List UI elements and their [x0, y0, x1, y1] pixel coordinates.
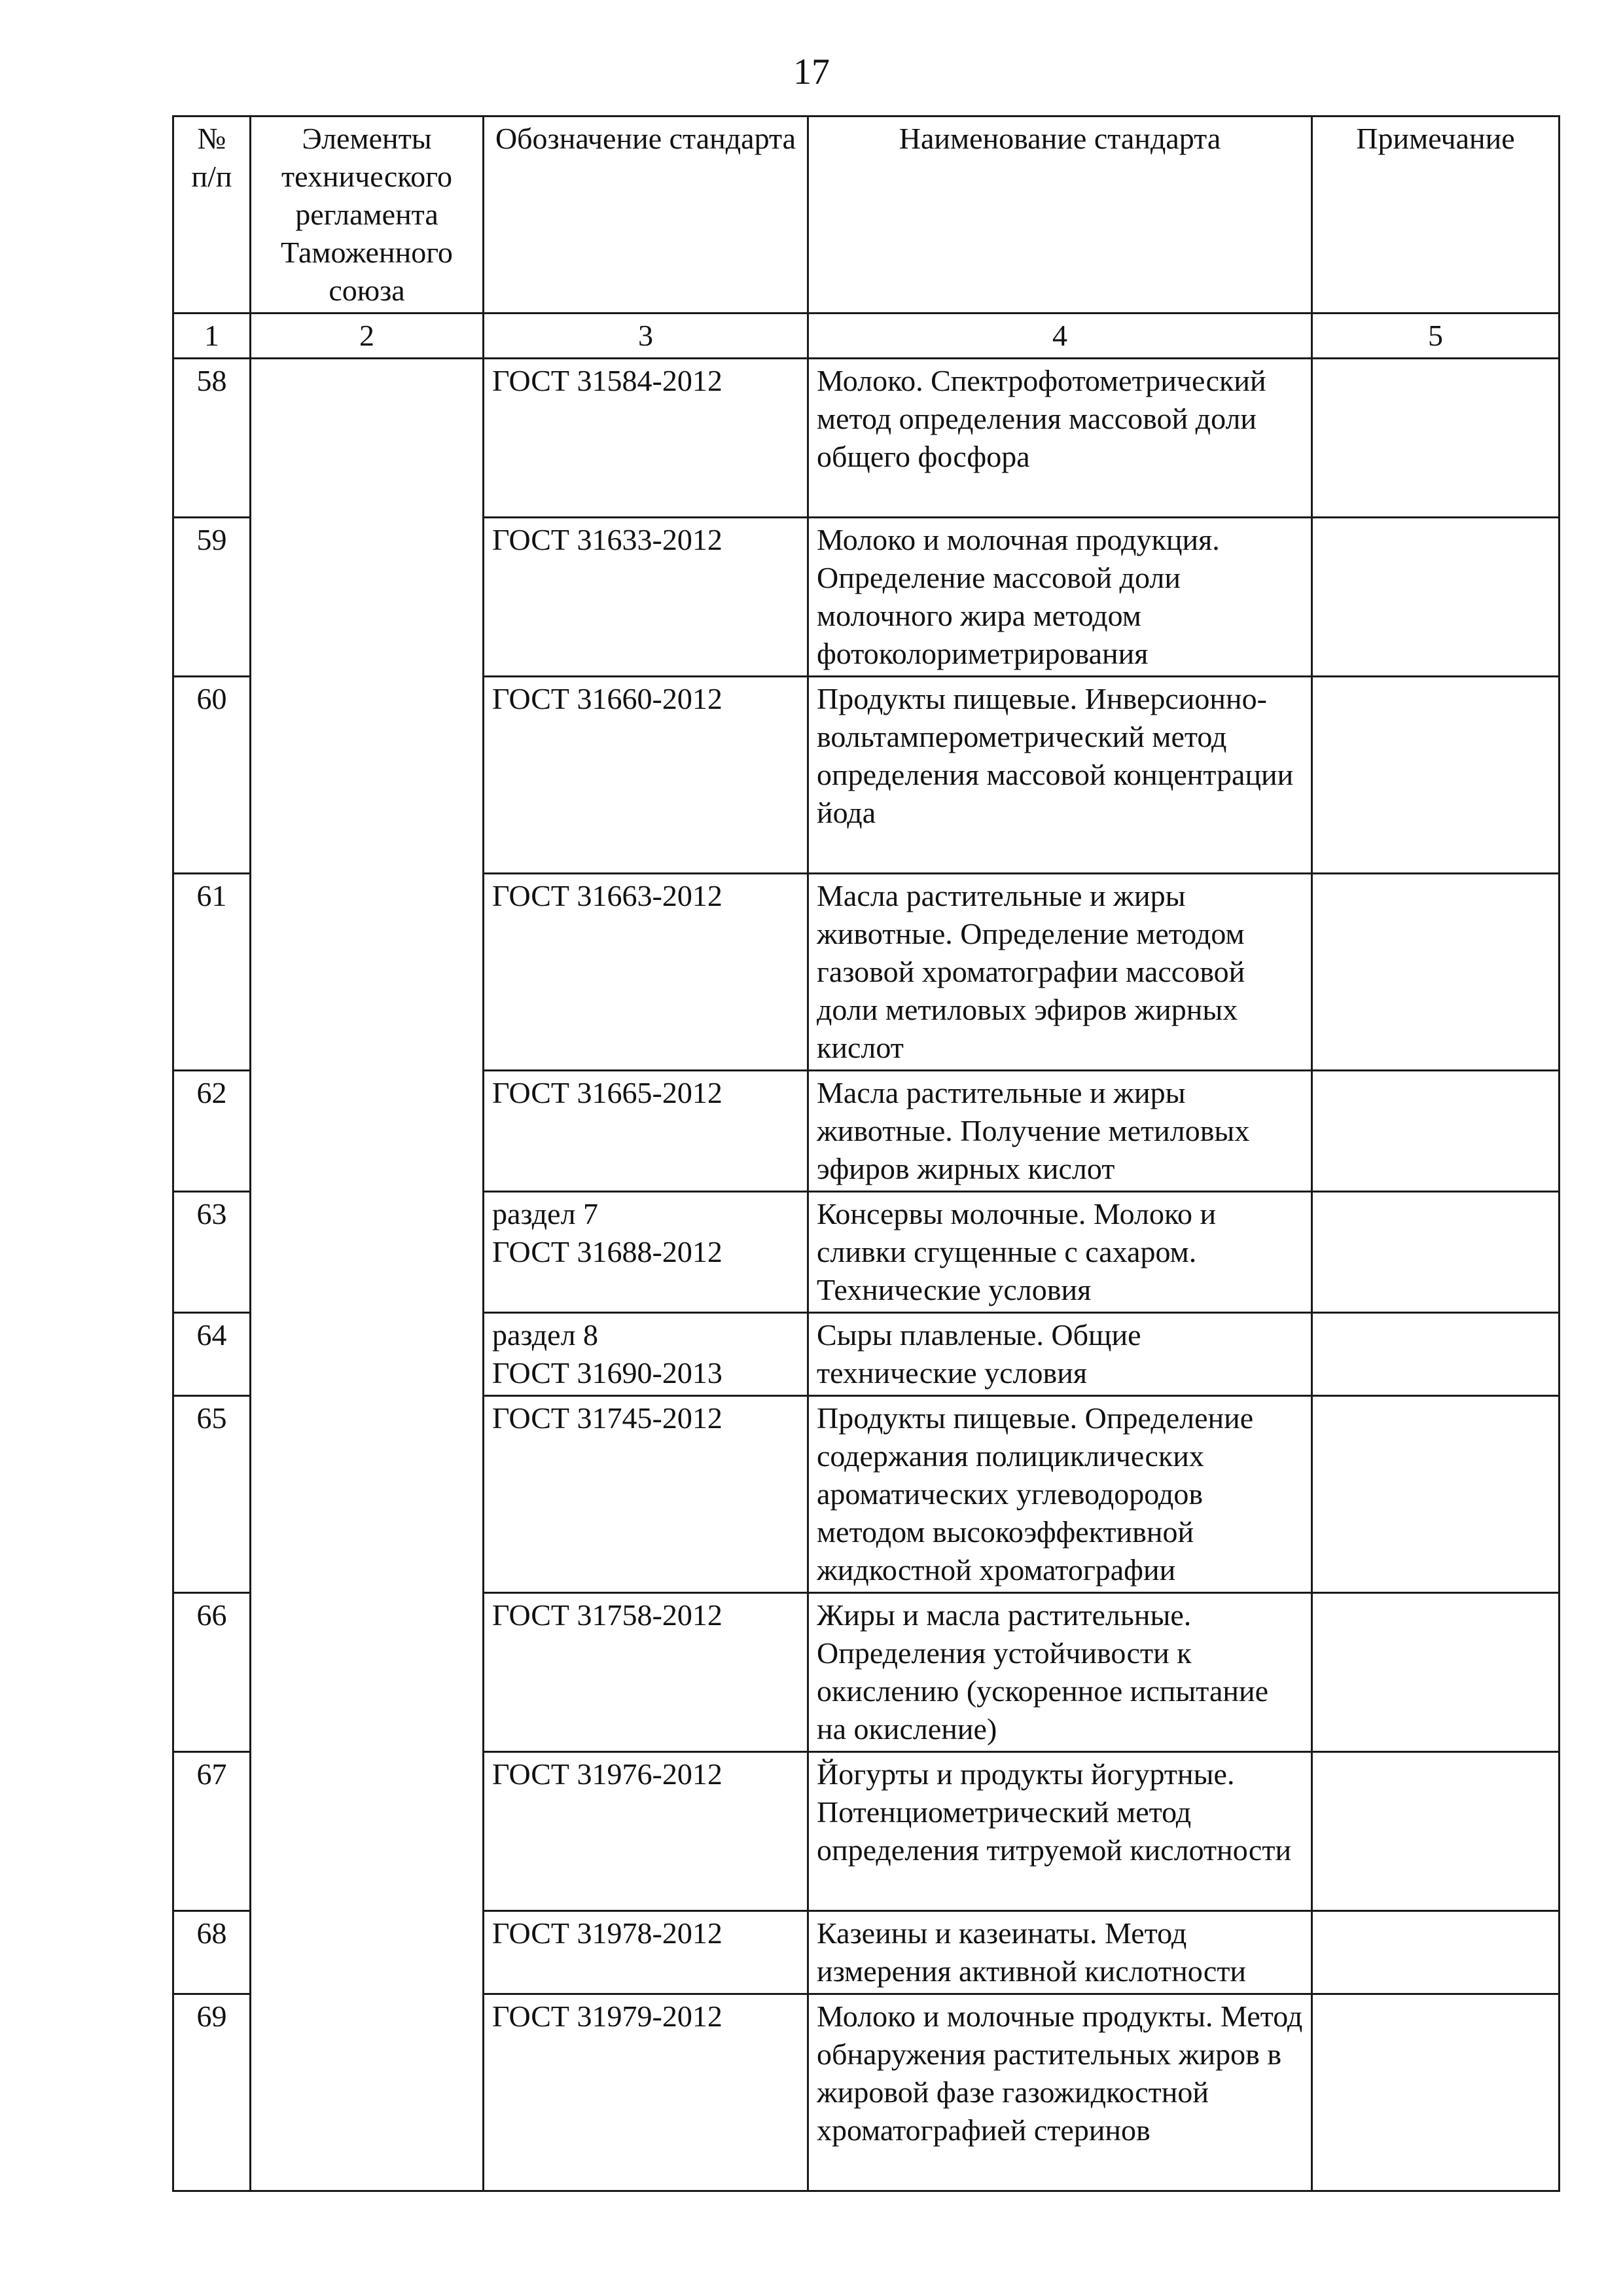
row-number: 64	[173, 1313, 251, 1396]
table-row	[173, 359, 1560, 518]
standards-table	[172, 115, 1560, 2192]
standard-name: Молоко и молочные продукты. Метод обнаружения растительных жиров в жировой фазе газожидкостной хроматографией стеринов	[808, 1994, 1312, 2191]
note-cell	[1312, 1593, 1560, 1752]
column-number: 4	[808, 314, 1312, 359]
row-number: 62	[173, 1071, 251, 1192]
header-standard-designation: Обозначение стандарта	[484, 117, 808, 314]
note-cell	[1312, 1911, 1560, 1994]
standard-name: Продукты пищевые. Определение содержания полициклических ароматических углеводородов методом высокоэффективной жидкостной хроматографии	[808, 1396, 1312, 1593]
standard-name: Йогурты и продукты йогуртные. Потенциометрический метод определения титруемой кислотности	[808, 1752, 1312, 1911]
note-cell	[1312, 1071, 1560, 1192]
standard-designation: ГОСТ 31665-2012	[484, 1071, 808, 1192]
standard-designation: ГОСТ 31663-2012	[484, 874, 808, 1071]
column-number-row	[173, 314, 1560, 359]
standard-designation: ГОСТ 31660-2012	[484, 677, 808, 874]
header-number: № п/п	[173, 117, 251, 314]
standard-designation: раздел 7 ГОСТ 31688-2012	[484, 1192, 808, 1313]
standard-name: Жиры и масла растительные. Определения устойчивости к окислению (ускоренное испытание на окисление)	[808, 1593, 1312, 1752]
standard-name: Молоко и молочная продукция. Определение массовой доли молочного жира методом фотоколориметрирования	[808, 518, 1312, 677]
row-number: 66	[173, 1593, 251, 1752]
standard-name: Масла растительные и жиры животные. Получение метиловых эфиров жирных кислот	[808, 1071, 1312, 1192]
standard-designation: ГОСТ 31584-2012	[484, 359, 808, 518]
standard-designation: ГОСТ 31745-2012	[484, 1396, 808, 1593]
standard-designation: ГОСТ 31978-2012	[484, 1911, 808, 1994]
column-number: 5	[1312, 314, 1560, 359]
row-number: 69	[173, 1994, 251, 2191]
row-number: 58	[173, 359, 251, 518]
standard-name: Сыры плавленые. Общие технические условия	[808, 1313, 1312, 1396]
page-number: 17	[793, 52, 830, 92]
note-cell	[1312, 1192, 1560, 1313]
row-number: 60	[173, 677, 251, 874]
note-cell	[1312, 677, 1560, 874]
standard-designation: ГОСТ 31979-2012	[484, 1994, 808, 2191]
row-number: 68	[173, 1911, 251, 1994]
note-cell	[1312, 518, 1560, 677]
regulation-elements-cell	[251, 359, 484, 2191]
standard-name: Молоко. Спектрофотометрический метод определения массовой доли общего фосфора	[808, 359, 1312, 518]
column-number: 2	[251, 314, 484, 359]
standard-name: Продукты пищевые. Инверсионно-вольтамперометрический метод определения массовой концентрации йода	[808, 677, 1312, 874]
note-cell	[1312, 1313, 1560, 1396]
note-cell	[1312, 359, 1560, 518]
standard-name: Масла растительные и жиры животные. Определение методом газовой хроматографии массовой доли метиловых эфиров жирных кислот	[808, 874, 1312, 1071]
note-cell	[1312, 1396, 1560, 1593]
row-number: 59	[173, 518, 251, 677]
standard-designation: ГОСТ 31976-2012	[484, 1752, 808, 1911]
header-standard-name: Наименование стандарта	[808, 117, 1312, 314]
row-number: 67	[173, 1752, 251, 1911]
standard-designation: ГОСТ 31758-2012	[484, 1593, 808, 1752]
note-cell	[1312, 874, 1560, 1071]
column-number: 1	[173, 314, 251, 359]
column-number: 3	[484, 314, 808, 359]
standard-designation: ГОСТ 31633-2012	[484, 518, 808, 677]
standard-designation: раздел 8 ГОСТ 31690-2013	[484, 1313, 808, 1396]
header-regulation-elements: Элементы технического регламента Таможенного союза	[251, 117, 484, 314]
note-cell	[1312, 1752, 1560, 1911]
standard-name: Казеины и казеинаты. Метод измерения активной кислотности	[808, 1911, 1312, 1994]
row-number: 65	[173, 1396, 251, 1593]
header-note: Примечание	[1312, 117, 1560, 314]
row-number: 61	[173, 874, 251, 1071]
header-row	[173, 117, 1560, 314]
row-number: 63	[173, 1192, 251, 1313]
note-cell	[1312, 1994, 1560, 2191]
standard-name: Консервы молочные. Молоко и сливки сгущенные с сахаром. Технические условия	[808, 1192, 1312, 1313]
